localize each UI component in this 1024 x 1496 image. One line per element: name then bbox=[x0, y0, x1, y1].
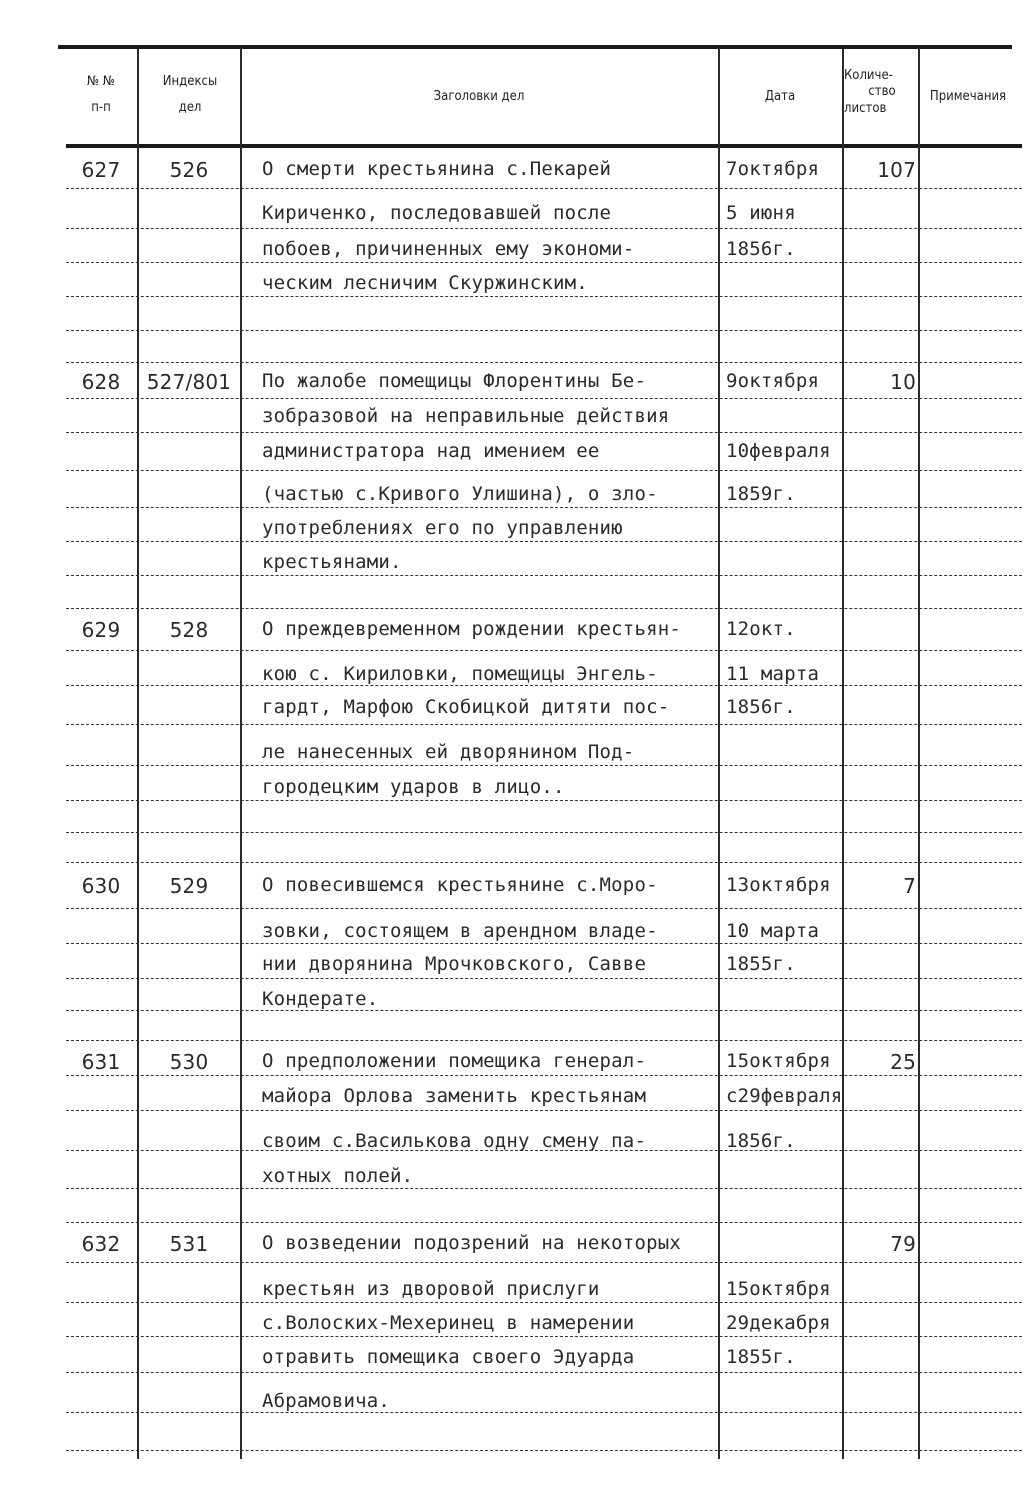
record-date-line: 7октября bbox=[726, 158, 820, 180]
record-date-line: 5 июня bbox=[726, 202, 796, 224]
ruling-line bbox=[66, 1010, 1022, 1011]
record-title-line: майора Орлова заменить крестьянам bbox=[262, 1085, 647, 1107]
record-sheets: 107 bbox=[877, 158, 916, 182]
record-title-line: Абрамовича. bbox=[262, 1390, 391, 1412]
record-title-line: О смерти крестьянина с.Пекарей bbox=[262, 158, 612, 180]
header-title: Заголовки дел bbox=[433, 89, 525, 104]
top-rule bbox=[58, 45, 1012, 49]
record-title-line: крестьян из дворовой прислуги bbox=[262, 1278, 600, 1300]
header-bottom-rule bbox=[66, 144, 1022, 148]
ruling-line bbox=[66, 978, 1022, 979]
ruling-line bbox=[66, 228, 1022, 229]
header-sheets-line2: ство bbox=[868, 84, 896, 100]
header-sheets-line3: листов bbox=[844, 100, 887, 116]
record-title-line: крестьянами. bbox=[262, 551, 402, 573]
ruling-line bbox=[66, 432, 1022, 433]
header-index-line1: Индексы bbox=[162, 74, 218, 89]
ruling-line bbox=[66, 650, 1022, 651]
ruling-line bbox=[66, 1336, 1022, 1337]
header-num-line1: № № bbox=[86, 74, 116, 89]
record-number: 627 bbox=[81, 158, 121, 182]
record-date-line: 13октября bbox=[726, 874, 831, 896]
record-date-line: с29февраля bbox=[726, 1085, 843, 1107]
ruling-line bbox=[66, 765, 1022, 766]
header-sheets-line1: Количе- bbox=[844, 68, 893, 83]
header-num bbox=[66, 74, 136, 117]
ruling-line bbox=[66, 398, 1022, 399]
ruling-line bbox=[66, 685, 1022, 686]
record-number: 629 bbox=[81, 618, 121, 642]
record-title-line: городецким ударов в лицо.. bbox=[262, 776, 565, 798]
record-date-line: 10февраля bbox=[726, 440, 831, 462]
record-title-line: отравить помещика своего Эдуарда bbox=[262, 1346, 635, 1368]
ruling-line bbox=[66, 1372, 1022, 1373]
record-date-line: 1855г. bbox=[726, 1346, 796, 1368]
ruling-line bbox=[66, 1262, 1022, 1263]
header-num-line2: п-п bbox=[91, 100, 111, 116]
ruling-line bbox=[66, 575, 1022, 576]
header-sheets bbox=[842, 68, 920, 117]
record-title-line: (частью с.Кривого Улишина), о зло- bbox=[262, 483, 658, 505]
ruling-line bbox=[66, 541, 1022, 542]
ruling-line bbox=[66, 1302, 1022, 1303]
record-index: 531 bbox=[169, 1232, 209, 1256]
record-number: 632 bbox=[81, 1232, 121, 1256]
ruling-line bbox=[66, 1110, 1022, 1111]
ruling-line bbox=[66, 362, 1022, 363]
record-title-line: с.Волоских-Мехеринец в намерении bbox=[262, 1312, 635, 1334]
record-date-line: 29декабря bbox=[726, 1312, 831, 1334]
record-title-line: гардт, Марфою Скобицкой дитяти пос- bbox=[262, 696, 670, 718]
ruling-line bbox=[66, 470, 1022, 471]
ruling-line bbox=[66, 330, 1022, 331]
record-index: 527/801 bbox=[146, 370, 232, 394]
ruling-line bbox=[66, 724, 1022, 725]
record-index: 528 bbox=[169, 618, 209, 642]
record-title-line: О повесившемся крестьянине с.Моро- bbox=[262, 874, 658, 896]
ruling-line bbox=[66, 862, 1022, 863]
record-index: 530 bbox=[169, 1050, 209, 1074]
record-title-line: Кондерате. bbox=[262, 988, 379, 1010]
ruling-line bbox=[66, 1412, 1022, 1413]
record-date-line: 12окт. bbox=[726, 618, 796, 640]
record-sheets: 10 bbox=[890, 370, 916, 394]
record-title-line: своим с.Василькова одну смену па- bbox=[262, 1130, 647, 1152]
record-title-line: По жалобе помещицы Флорентины Бе- bbox=[262, 370, 647, 392]
ruling-line bbox=[66, 800, 1022, 801]
record-title-line: зовки, состоящем в арендном владе- bbox=[262, 920, 658, 942]
ruling-line bbox=[66, 507, 1022, 508]
ruling-line bbox=[66, 188, 1022, 189]
ruling-line bbox=[66, 296, 1022, 297]
column-divider bbox=[842, 49, 844, 1459]
record-title-line: О предположении помещика генерал- bbox=[262, 1050, 647, 1072]
ruling-line bbox=[66, 1075, 1022, 1076]
ruling-line bbox=[66, 908, 1022, 909]
record-number: 630 bbox=[81, 874, 121, 898]
record-sheets: 25 bbox=[890, 1050, 916, 1074]
record-sheets: 79 bbox=[890, 1232, 916, 1256]
record-date-line: 1859г. bbox=[726, 483, 796, 505]
record-title-line: О преждевременном рождении крестьян- bbox=[262, 618, 682, 640]
header-index bbox=[140, 74, 240, 117]
record-title-line: ческим лесничим Скуржинским. bbox=[262, 272, 588, 294]
ruling-line bbox=[66, 832, 1022, 833]
record-title-line: ле нанесенных ей дворянином Под- bbox=[262, 741, 635, 763]
record-title-line: администратора над имением ее bbox=[262, 440, 600, 462]
record-date-line: 9октября bbox=[726, 370, 820, 392]
record-date-line: 15октября bbox=[726, 1278, 831, 1300]
record-date-line: 10 марта bbox=[726, 920, 820, 942]
record-date-line: 11 марта bbox=[726, 663, 820, 685]
record-number: 628 bbox=[81, 370, 121, 394]
record-title-line: кою с. Кириловки, помещицы Энгель- bbox=[262, 663, 658, 685]
ruling-line bbox=[66, 1222, 1022, 1223]
record-title-line: употреблениях его по управлению bbox=[262, 517, 623, 539]
column-divider bbox=[718, 49, 720, 1459]
record-date-line: 1856г. bbox=[726, 696, 796, 718]
ruling-line bbox=[66, 608, 1022, 609]
record-index: 526 bbox=[169, 158, 209, 182]
ruling-line bbox=[66, 1040, 1022, 1041]
record-sheets: 7 bbox=[903, 874, 916, 898]
column-divider bbox=[918, 49, 920, 1459]
ruling-line bbox=[66, 1188, 1022, 1189]
record-date-line: 1855г. bbox=[726, 953, 796, 975]
record-title-line: нии дворянина Мрочковского, Савве bbox=[262, 953, 647, 975]
record-title-line: побоев, причиненных ему экономи- bbox=[262, 238, 635, 260]
record-title-line: зобразовой на неправильные действия bbox=[262, 405, 670, 427]
header-notes: Примечания bbox=[929, 89, 1007, 104]
ruling-line bbox=[66, 1450, 1022, 1451]
record-title-line: О возведении подозрений на некоторых bbox=[262, 1232, 682, 1254]
record-index: 529 bbox=[169, 874, 209, 898]
record-date-line: 1856г. bbox=[726, 1130, 796, 1152]
record-date-line: 15октября bbox=[726, 1050, 831, 1072]
record-date-line: 1856г. bbox=[726, 238, 796, 260]
header-date: Дата bbox=[764, 89, 796, 104]
header-index-line2: дел bbox=[178, 100, 202, 116]
column-divider bbox=[240, 49, 242, 1459]
record-number: 631 bbox=[81, 1050, 121, 1074]
column-divider bbox=[137, 49, 139, 1459]
ruling-line bbox=[66, 262, 1022, 263]
record-title-line: Кириченко, последовавшей после bbox=[262, 202, 612, 224]
record-title-line: хотных полей. bbox=[262, 1165, 414, 1187]
ruling-line bbox=[66, 943, 1022, 944]
